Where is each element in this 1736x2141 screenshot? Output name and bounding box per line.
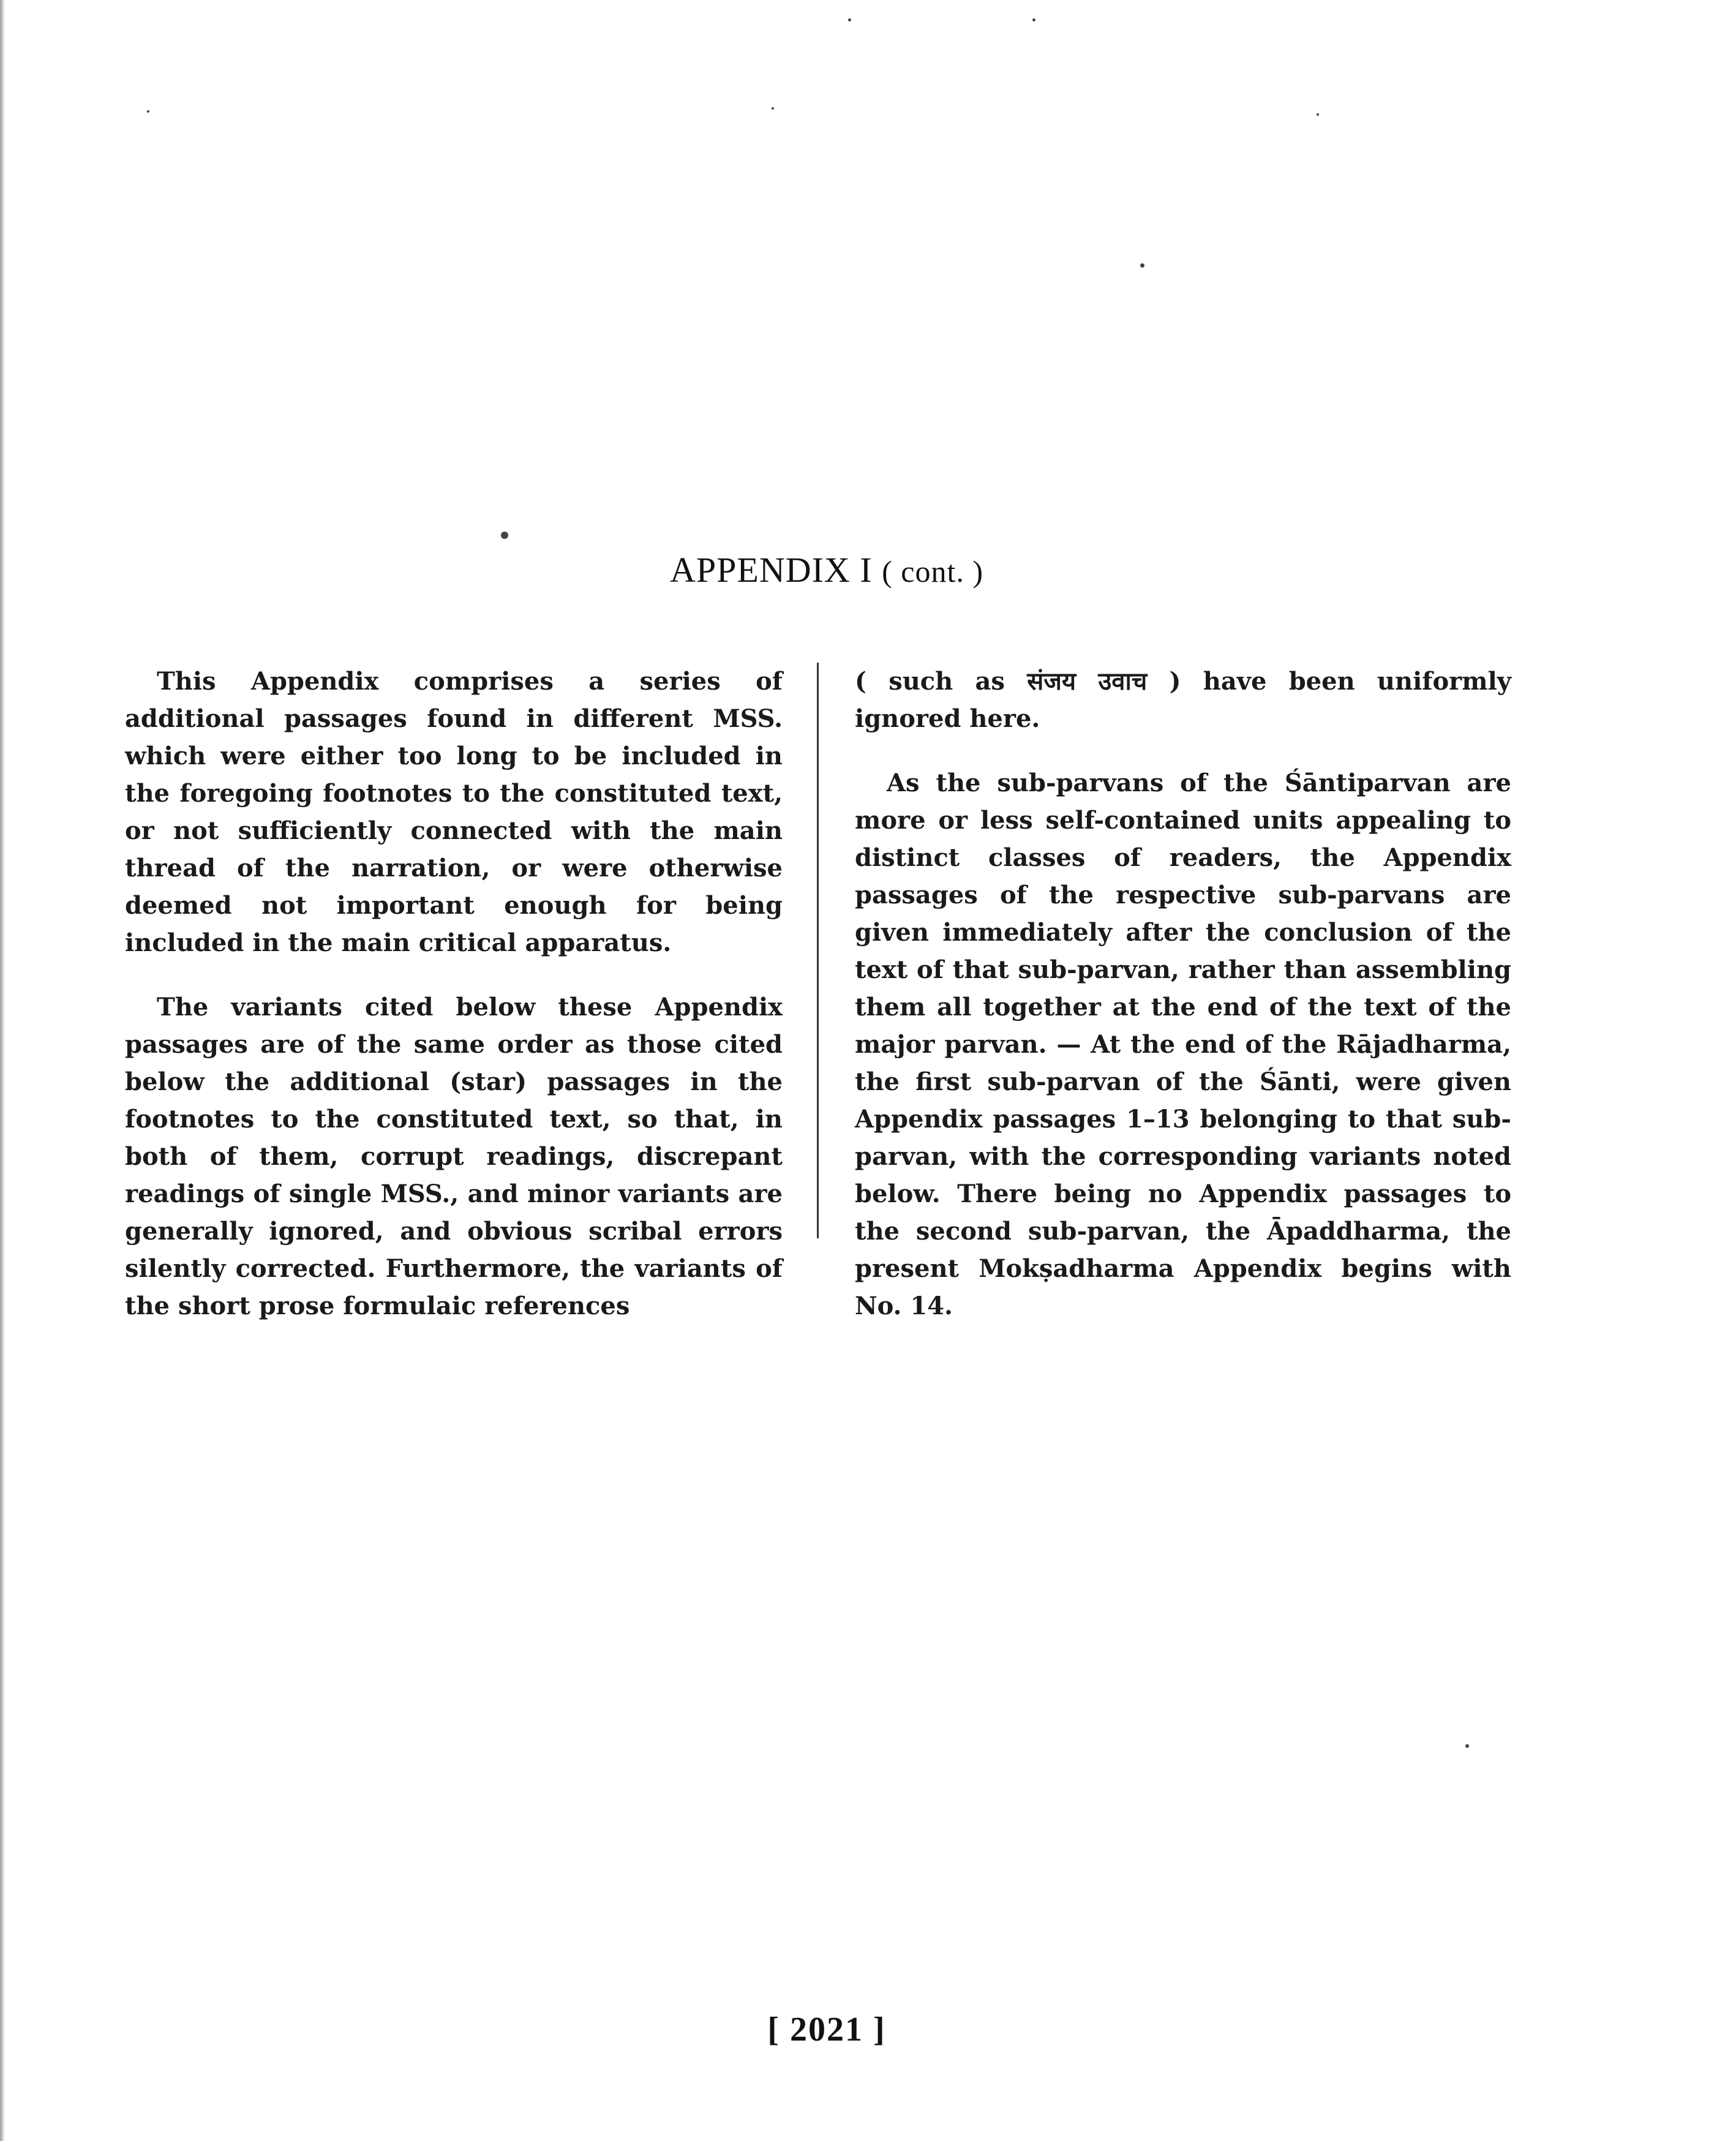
column-divider bbox=[817, 663, 819, 1238]
title-suffix: ( cont. ) bbox=[882, 554, 983, 589]
page-number: [ 2021 ] bbox=[767, 2011, 886, 2049]
page-title bbox=[0, 549, 1653, 590]
scan-speck bbox=[848, 18, 851, 21]
scan-speck bbox=[772, 107, 774, 110]
right-paragraph-2: As the sub-parvans of the Śāntiparvan are more or less self-contained units appealing to distinct classes of readers, the Appendix passages of the respective sub-parvans are given immediately after the conclusion of the text of that sub-parvan, rather than assembling them all together at the end of the text of the major parvan. — At the end of the Rājadharma, the first sub-parvan of the Śānti, were given Appendix passages 1–13 belonging to that sub-parvan, with the corresponding variants noted below. There being no Appendix passages to the second sub-parvan, the Āpaddharma, the present Mokṣadharma Appendix begins with No. 14. bbox=[855, 769, 1511, 1320]
left-paragraph-1: This Appendix comprises a series of additional passages found in different MSS. which were either too long to be included in the foregoing footnotes to the constituted text, or not sufficiently connected with the main thread of the narration, or were otherwise deemed not important enough for being included in the main critical apparatus. bbox=[125, 667, 783, 957]
scan-speck bbox=[1317, 113, 1319, 116]
scan-left-edge bbox=[0, 0, 5, 2141]
title-main: APPENDIX I bbox=[669, 549, 873, 590]
left-column bbox=[125, 663, 783, 1325]
scan-speck bbox=[1032, 18, 1035, 21]
right-column bbox=[855, 663, 1511, 1325]
scan-speck bbox=[1140, 263, 1144, 268]
scan-speck bbox=[147, 110, 149, 113]
left-paragraph-2: The variants cited below these Appendix passages are of the same order as those cited below the additional (star) passages in the footnotes to the constituted text, so that, in both of them, corrupt readings, discrepant readings of single MSS., and minor variants are generally ignored, and obvious scribal errors silently corrected. Furthermore, the variants of the short prose formulaic references bbox=[125, 993, 783, 1320]
scan-speck bbox=[501, 532, 508, 539]
scan-speck bbox=[1465, 1744, 1469, 1748]
right-paragraph-1: ( such as संजय उवाच ) have been uniformly ignored here. bbox=[855, 667, 1511, 733]
